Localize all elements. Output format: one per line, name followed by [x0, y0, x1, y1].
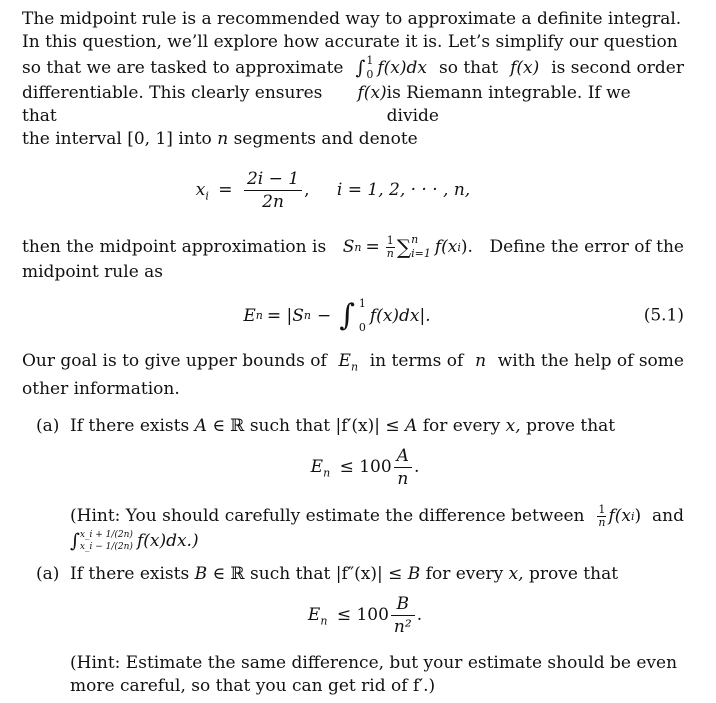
part-a2-text-d: prove that	[529, 564, 619, 585]
part-a1-hint-and: and	[652, 506, 684, 527]
midpoint-term-sub: i	[457, 240, 461, 254]
inline-integral-lower: 0	[366, 68, 374, 81]
midpoint-sn: S	[342, 236, 355, 257]
midpoint-definition	[22, 233, 684, 284]
part-a1-bound-num: A	[394, 446, 412, 468]
intro-line-3-text-c: is second order	[551, 57, 684, 78]
intro-line-4-text-b: is Riemann integrable. If we divide	[386, 83, 631, 126]
part-a2-bound-rel: ≤ 100	[336, 605, 389, 626]
part-a2-B2: B	[407, 564, 421, 585]
eq-xi-lhs: x	[195, 180, 206, 200]
eq-error-mid: = |S	[266, 306, 304, 326]
part-a2-bound	[22, 594, 684, 644]
inline-integral-limits	[366, 54, 373, 82]
part-a2-bound-sub: n	[320, 614, 328, 628]
midpoint-equals: =	[365, 236, 380, 257]
intro-line-3	[22, 54, 684, 82]
part-a1-text-b: ∈ ℝ such that |f′(x)| ≤	[212, 416, 400, 437]
part-a2-label: (a)	[36, 564, 60, 585]
part-a1-bound-den: n	[397, 469, 409, 490]
part-a1-hint-fxi-sub: i	[630, 510, 635, 524]
eq-error-int-lower: 0	[358, 321, 366, 334]
intro-line-5-n: n	[217, 129, 229, 149]
part-a1-label: (a)	[36, 416, 60, 437]
part-a1-hint-frac-den: n	[598, 516, 606, 530]
part-a2-text-a: If there exists	[70, 564, 190, 585]
part-a1-A2: A	[405, 416, 418, 437]
goal-paragraph	[22, 350, 684, 401]
part-a2-hint	[22, 652, 684, 698]
eq-error-integrand: f(x)dx|.	[369, 306, 431, 326]
eq-error-int-upper: 1	[358, 297, 366, 310]
part-a1-bound-sub: n	[323, 466, 331, 480]
part-a1-bound-frac	[394, 446, 412, 489]
eq-error-integral-limits	[359, 292, 366, 340]
eq-error-minus: −	[317, 306, 332, 326]
intro-inline-integral	[355, 54, 427, 82]
goal-en	[339, 350, 359, 378]
part-a1-hint-int-limits	[80, 529, 133, 553]
part-a1-bound	[22, 446, 684, 496]
part-a2-text-c: for every	[425, 564, 504, 585]
part-a1-bound-lhs: E	[310, 457, 324, 478]
part-a1-bound-end: .	[413, 457, 420, 478]
part-a1-hint-term	[595, 504, 641, 529]
eq-xi-fraction	[244, 169, 302, 212]
equation-xi	[22, 169, 684, 221]
part-a-second	[22, 563, 684, 698]
part-a1-hint-fxi-end: )	[634, 506, 642, 527]
part-a2-B: B	[194, 564, 208, 585]
goal-en-sub: n	[350, 360, 359, 374]
midpoint-sum-limits	[411, 233, 431, 261]
part-a1-bound-rel: ≤ 100	[339, 457, 392, 478]
goal-text-a: Our goal is to give upper bounds of	[22, 351, 327, 371]
part-a2-bound-den: n²	[393, 617, 412, 638]
goal-en-symbol: E	[338, 351, 351, 371]
midpoint-frac	[386, 235, 395, 260]
part-a1-hint-text: (Hint: You should carefully estimate the difference between	[70, 506, 585, 527]
part-a1-hint	[22, 504, 684, 553]
midpoint-line-1-text-a: then the midpoint approximation is	[22, 236, 327, 257]
eq-error-lhs-sub: n	[255, 309, 263, 322]
midpoint-line-1-text-b: Define the error of the	[489, 236, 684, 257]
part-a1-hint-line-1	[70, 504, 684, 529]
part-a1-text-d: prove that	[526, 416, 616, 437]
eq-xi-lhs-sub: i	[205, 189, 209, 203]
goal-text-c: with the help of some	[497, 351, 684, 371]
part-a1-hint-int-lower: x_i − 1/(2n)	[79, 542, 133, 553]
eq-xi-equals: =	[218, 180, 233, 200]
part-a2-x: x,	[508, 564, 524, 585]
part-a2-bound-lhs: E	[307, 605, 321, 626]
midpoint-sn-sub: n	[354, 240, 362, 254]
intro-line-3-fx: f(x)	[510, 57, 540, 78]
part-a2-statement	[22, 563, 684, 586]
part-a1-statement	[22, 415, 684, 438]
equation-number: (5.1)	[643, 305, 684, 326]
part-a1-text-c: for every	[422, 416, 501, 437]
part-a2-bound-num: B	[391, 594, 415, 616]
part-a2-hint-line-1: (Hint: Estimate the same difference, but your estimate should be even	[70, 653, 678, 674]
part-a1-hint-line-2	[70, 529, 684, 553]
intro-line-4	[22, 82, 684, 128]
intro-line-5-text-a: the interval [0, 1] into	[22, 129, 212, 149]
intro-line-4-text-a: differentiable. This clearly ensures that	[22, 83, 323, 126]
part-a1-hint-frac-num: 1	[598, 503, 606, 517]
eq-error-integral-sign: ∫	[339, 298, 355, 333]
part-a1-x: x,	[505, 416, 521, 437]
part-a1-hint-frac	[597, 504, 606, 529]
part-a-first	[22, 415, 684, 553]
midpoint-term: f(x	[434, 236, 458, 257]
midpoint-frac-den: n	[386, 246, 394, 260]
midpoint-sum-upper: n	[411, 233, 419, 246]
part-a2-bound-frac	[391, 594, 415, 637]
equation-error	[22, 288, 684, 344]
intro-line-5	[22, 128, 684, 151]
eq-error-lhs: E	[243, 306, 256, 326]
inline-integrand: f(x)dx	[377, 57, 427, 78]
intro-line-2: In this question, we’ll explore how accurate it is. Let’s simplify our question	[22, 32, 678, 52]
goal-line-1	[22, 350, 684, 378]
part-a1-hint-integrand: f(x)dx.)	[136, 530, 199, 551]
midpoint-line-1	[22, 233, 684, 261]
inline-integral-sign: ∫	[355, 56, 366, 79]
part-a2-text-b: ∈ ℝ such that |f″(x)| ≤	[212, 564, 403, 585]
midpoint-line-2: midpoint rule as	[22, 262, 164, 282]
part-a1-hint-fxi: f(x	[608, 506, 631, 527]
eq-xi-comma: ,	[304, 180, 310, 200]
intro-line-1: The midpoint rule is a recommended way to approximate a definite integral.	[22, 9, 682, 29]
intro-line-5-text-b: segments and denote	[233, 129, 418, 149]
inline-integral-upper: 1	[366, 54, 374, 67]
eq-xi-range: i = 1, 2, · · · , n,	[336, 180, 471, 200]
goal-line-2: other information.	[22, 379, 180, 400]
midpoint-term-end: ).	[460, 236, 473, 257]
intro-line-3-text-b: so that	[438, 57, 499, 78]
goal-n: n	[475, 351, 487, 371]
intro-line-3-text-a: so that we are tasked to approximate	[22, 57, 344, 78]
part-a1-text-a: If there exists	[70, 416, 190, 437]
part-a1-hint-integral-sign: ∫	[70, 529, 80, 552]
midpoint-formula	[343, 233, 473, 261]
intro-paragraph	[22, 8, 684, 151]
part-a1-A: A	[194, 416, 207, 437]
eq-xi-numerator: 2i − 1	[244, 169, 302, 191]
midpoint-sum-lower: i=1	[411, 247, 431, 260]
midpoint-frac-num: 1	[386, 233, 394, 247]
eq-xi-denominator: 2n	[262, 192, 284, 212]
part-a1-hint-int-upper: x_i + 1/(2n)	[79, 530, 133, 541]
eq-error-mid-sub: n	[303, 309, 311, 322]
part-a2-bound-end: .	[416, 605, 423, 626]
midpoint-sum-sign: ∑	[396, 234, 412, 259]
intro-line-4-fx: f(x)	[357, 83, 387, 103]
part-a2-hint-line-2: more careful, so that you can get rid of f′.)	[70, 676, 436, 697]
goal-text-b: in terms of	[369, 351, 464, 371]
